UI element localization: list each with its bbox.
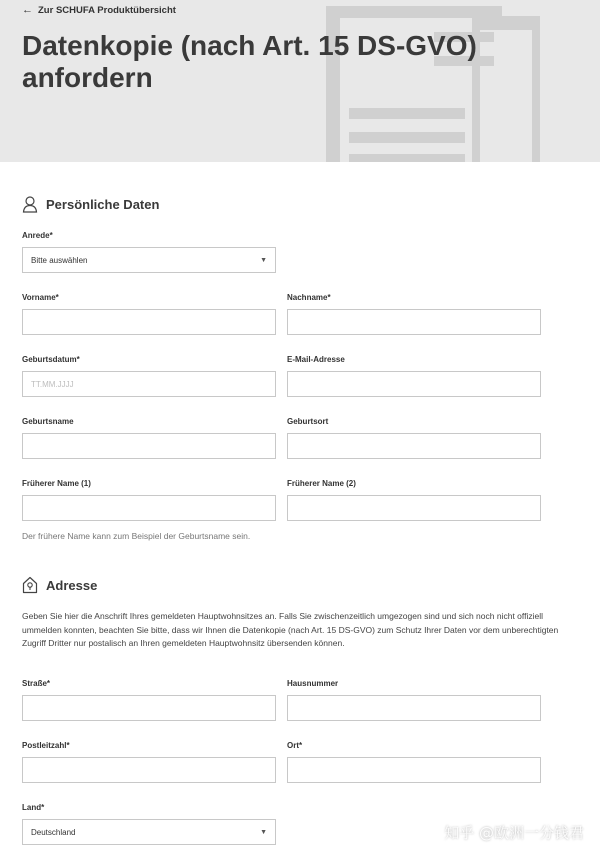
anrede-selected-value: Bitte auswählen <box>31 255 88 265</box>
frueherer-name-1-label: Früherer Name (1) <box>22 479 91 488</box>
vorname-label: Vorname* <box>22 293 59 302</box>
anrede-select[interactable] <box>22 247 276 273</box>
frueherer-name-2-input[interactable] <box>287 495 541 521</box>
caret-down-icon: ▼ <box>260 828 267 836</box>
anrede-label: Anrede* <box>22 231 53 240</box>
back-link[interactable] <box>22 5 176 16</box>
back-link-label: Zur SCHUFA Produktübersicht <box>38 5 176 16</box>
address-description: Geben Sie hier die Anschrift Ihres gemeldeten Hauptwohnsitzes an. Falls Sie zwischenzeitlich umgezogen sind und sich noch nicht offiziell ummelden konnten, beachten Sie bitte, dass wir Ihnen die Datenkopie (nach Art. 15 DS-GVO) zum Schutz Ihrer Daten vor dem unberechtigten Zugriff Dritter nur postalisch an Ihren gemeldeten Hauptwohnsitz übersenden können. <box>22 611 559 648</box>
ort-input[interactable] <box>287 757 541 783</box>
postleitzahl-label: Postleitzahl* <box>22 741 70 750</box>
postleitzahl-input[interactable] <box>22 757 276 783</box>
geburtsname-input[interactable] <box>22 433 276 459</box>
caret-down-icon: ▼ <box>260 256 267 264</box>
person-icon <box>22 195 38 213</box>
section-personal-heading <box>22 195 159 213</box>
geburtsname-label: Geburtsname <box>22 417 74 426</box>
geburtsdatum-label: Geburtsdatum* <box>22 355 80 364</box>
section-personal-title: Persönliche Daten <box>46 196 160 212</box>
strasse-input[interactable] <box>22 695 276 721</box>
frueherer-name-1-input[interactable] <box>22 495 276 521</box>
page-title <box>22 30 542 94</box>
page-title-line1: Datenkopie (nach Art. 15 DS-GVO) <box>22 30 477 61</box>
arrow-left-icon: ← <box>22 4 33 16</box>
watermark: 知乎 @欧洲一分钱君 <box>444 824 584 842</box>
email-label: E-Mail-Adresse <box>287 355 345 364</box>
strasse-label: Straße* <box>22 679 51 688</box>
geburtsort-label: Geburtsort <box>287 417 329 426</box>
geburtsort-input[interactable] <box>287 433 541 459</box>
ort-label: Ort* <box>287 741 303 750</box>
hausnummer-label: Hausnummer <box>287 679 339 688</box>
page-header <box>0 0 600 162</box>
page-title-line2: anfordern <box>22 62 153 93</box>
section-address-title: Adresse <box>46 577 98 593</box>
frueherer-name-2-label: Früherer Name (2) <box>287 479 356 488</box>
nachname-input[interactable] <box>287 309 541 335</box>
section-address-heading <box>22 576 97 594</box>
frueherer-name-hint: Der frühere Name kann zum Beispiel der Geburtsname sein. <box>22 531 251 541</box>
nachname-label: Nachname* <box>287 293 331 302</box>
vorname-input[interactable] <box>22 309 276 335</box>
geburtsdatum-input[interactable] <box>22 371 276 397</box>
land-selected-value: Deutschland <box>31 827 76 837</box>
hausnummer-input[interactable] <box>287 695 541 721</box>
land-select[interactable] <box>22 819 276 845</box>
land-label: Land* <box>22 803 45 812</box>
house-location-icon <box>22 576 38 594</box>
email-input[interactable] <box>287 371 541 397</box>
